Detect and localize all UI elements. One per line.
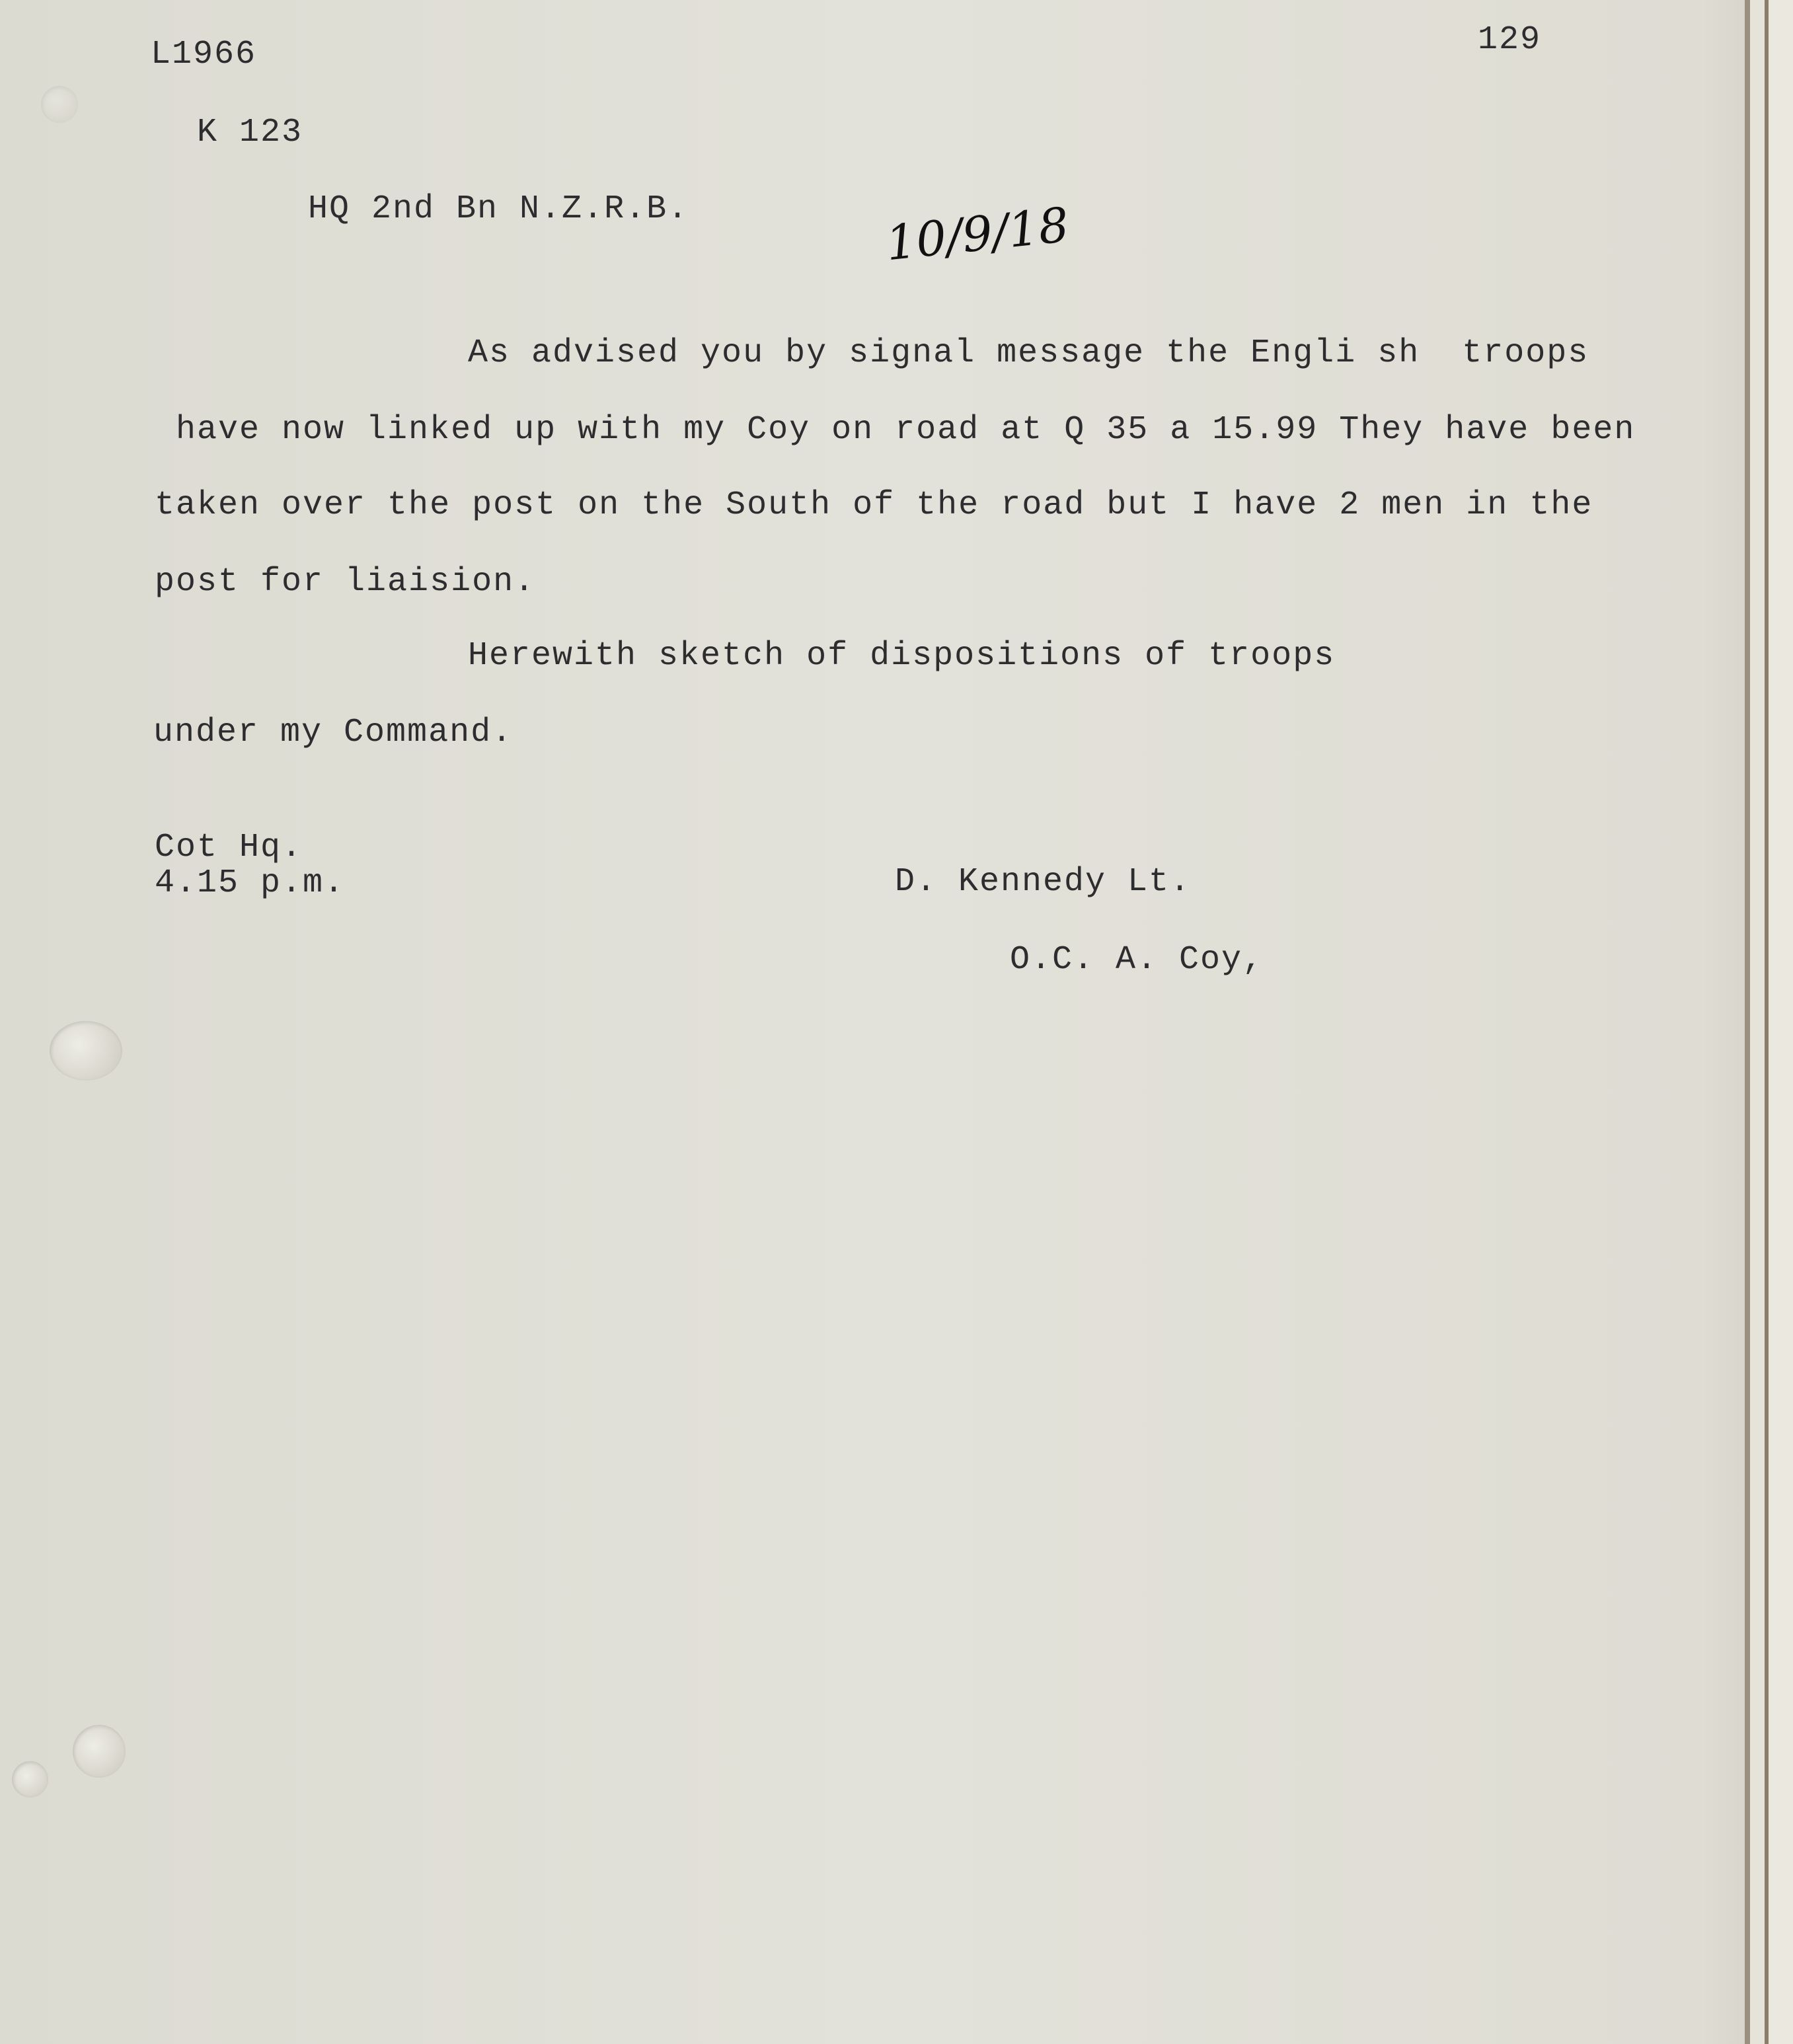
signatory-name: D. Kennedy Lt. <box>895 863 1192 901</box>
origin-place: Cot Hq. <box>155 829 303 866</box>
body-line-4: post for liaision. <box>155 563 536 601</box>
page-number: 129 <box>1478 21 1542 59</box>
handwritten-date: 10/9/18 <box>883 196 1072 272</box>
reference-number: L1966 <box>151 36 257 73</box>
punch-hole-bottom-a <box>73 1725 126 1778</box>
paragraph2-line-2: under my Command. <box>153 714 514 751</box>
addressee: HQ 2nd Bn N.Z.R.B. <box>308 190 689 228</box>
page-edge-light <box>1750 0 1765 2044</box>
punch-hole-bottom-b <box>12 1761 48 1798</box>
paragraph2-line-1: Herewith sketch of dispositions of troops <box>468 637 1336 675</box>
body-line-2: have now linked up with my Coy on road at Q 35 a 15.99 They have been <box>176 411 1636 449</box>
file-reference: K 123 <box>197 114 303 151</box>
page-edge-shadow <box>1745 0 1750 2044</box>
signatory-title: O.C. A. Coy, <box>1010 941 1264 979</box>
punch-hole-top <box>41 86 78 123</box>
body-line-1: As advised you by signal message the Engli sh troops <box>468 334 1589 372</box>
page-edge-outer <box>1769 0 1793 2044</box>
origin-time: 4.15 p.m. <box>155 864 346 902</box>
punch-hole-middle <box>50 1021 122 1080</box>
body-line-3: taken over the post on the South of the road but I have 2 men in the <box>155 486 1593 524</box>
